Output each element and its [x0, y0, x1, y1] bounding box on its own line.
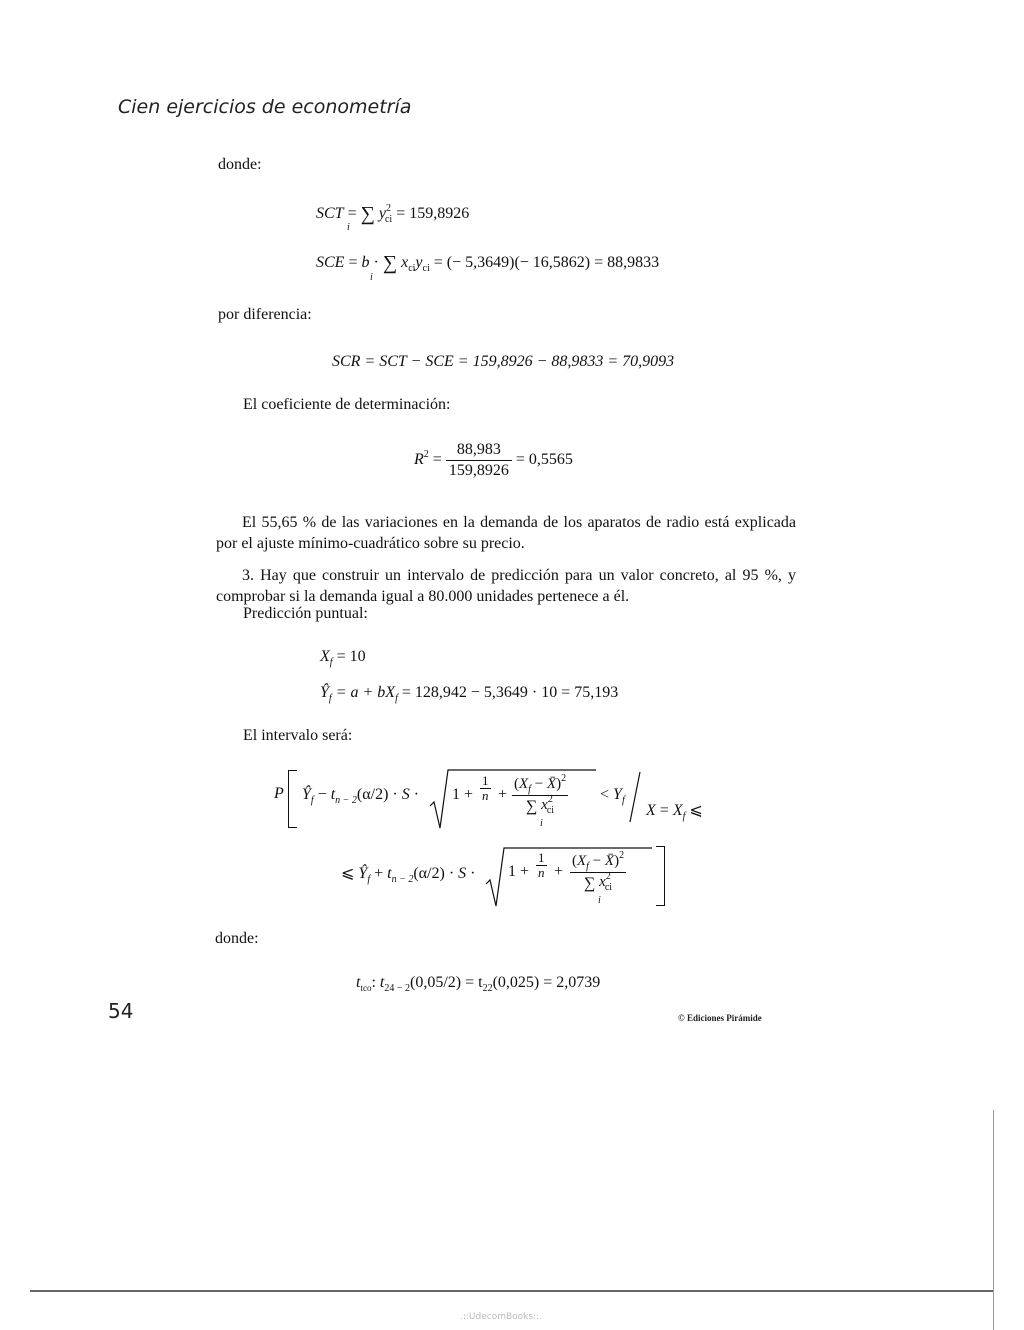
por-diferencia-label: por diferencia: — [218, 306, 312, 323]
interval-prob-symbol: P — [274, 785, 284, 802]
coef-det-label: El coeficiente de determinación: — [243, 396, 451, 413]
interval-upper-bound: ⩽ $Ŷ_f + t_{n - 2}(\alpha/2) \cdot S$ · — [341, 865, 476, 885]
sum-index-1: i — [540, 818, 543, 829]
interval-right-bracket — [656, 846, 665, 906]
radical-content-1: 1 + — [452, 786, 474, 803]
interval-condition: $X = X_f$ ⩽ — [646, 802, 703, 822]
r2-equation: $R^2$ = $\frac{88,983}{159,8926}$ = 0,5565 — [414, 441, 573, 479]
intervalo-label: El intervalo será: — [243, 727, 353, 744]
interval-lower-bound: $Ŷ_f - t_{n - 2}(\alpha/2) \cdot S$ · — [302, 786, 420, 806]
sce-equation: SCE = b · ∑ $x_{ci}y_{ci}$ = (− 5,3649)(− 16,5862) = 88,9833 — [316, 252, 660, 274]
t-critical-equation: $t_{tco}$: $t_{24 - 2}(0,05/2) = t_{22}(0,025) = 2,0739$ — [356, 974, 601, 994]
plus-sign-1: + — [498, 786, 508, 803]
interval-center: < $Y_f$ — [600, 786, 625, 806]
r2-numerator: 88,983 — [446, 441, 512, 461]
paragraph-intervalo: 3. Hay que construir un intervalo de predicción para un valor concreto, al 95 %, y comprobar si la demanda igual a 80.000 unidades pertenece a él. — [216, 567, 796, 605]
donde-label: donde: — [218, 156, 262, 173]
scan-bottom-edge — [30, 1290, 994, 1292]
interval-left-bracket — [288, 770, 297, 828]
watermark: .::UdecomBooks::. — [460, 1312, 542, 1322]
frac-1-over-n-2: $\frac{1}{n}$ — [538, 850, 545, 880]
radical-content-2: 1 + — [508, 863, 530, 880]
frac-variance-1: $\frac{(X_f - X̄)^2}{\sum x^2_{ci}}$ — [514, 773, 567, 816]
xf-equation: $X_f = 10$ — [320, 648, 366, 668]
sct-equation: SCT = ∑ $y^2_{ci} = 159,8926$ — [316, 203, 470, 225]
sum-index-2: i — [598, 895, 601, 906]
scan-right-edge — [993, 1110, 994, 1330]
frac-1-over-n-1: $\frac{1}{n}$ — [482, 773, 489, 803]
paragraph-variaciones: El 55,65 % de las variaciones en la demanda de los aparatos de radio está explicada por el ajuste mínimo-cuadrático sobre su precio. — [216, 514, 796, 552]
donde-label-2: donde: — [215, 930, 259, 947]
conditional-slash — [628, 772, 642, 824]
frac-variance-2: $\frac{(X_f - X̄)^2}{\sum x^2_{ci}}$ — [572, 850, 625, 893]
running-header: Cien ejercicios de econometría — [118, 96, 412, 118]
sct-sum-index: i — [347, 222, 350, 233]
prediccion-label: Predicción puntual: — [243, 605, 368, 622]
plus-sign-2: + — [554, 863, 564, 880]
sce-sum-index: i — [370, 272, 373, 283]
page-number: 54 — [108, 999, 134, 1023]
copyright-notice: © Ediciones Pirámide — [678, 1013, 762, 1023]
scr-equation: SCR = SCT − SCE = 159,8926 − 88,9833 = 70,9093 — [332, 353, 675, 370]
yf-equation: $Ŷ_f = a + bX_f = 128,942 - 5,3649 \cdot 10 = 75,193$ — [320, 684, 619, 704]
r2-denominator: 159,8926 — [448, 462, 509, 479]
